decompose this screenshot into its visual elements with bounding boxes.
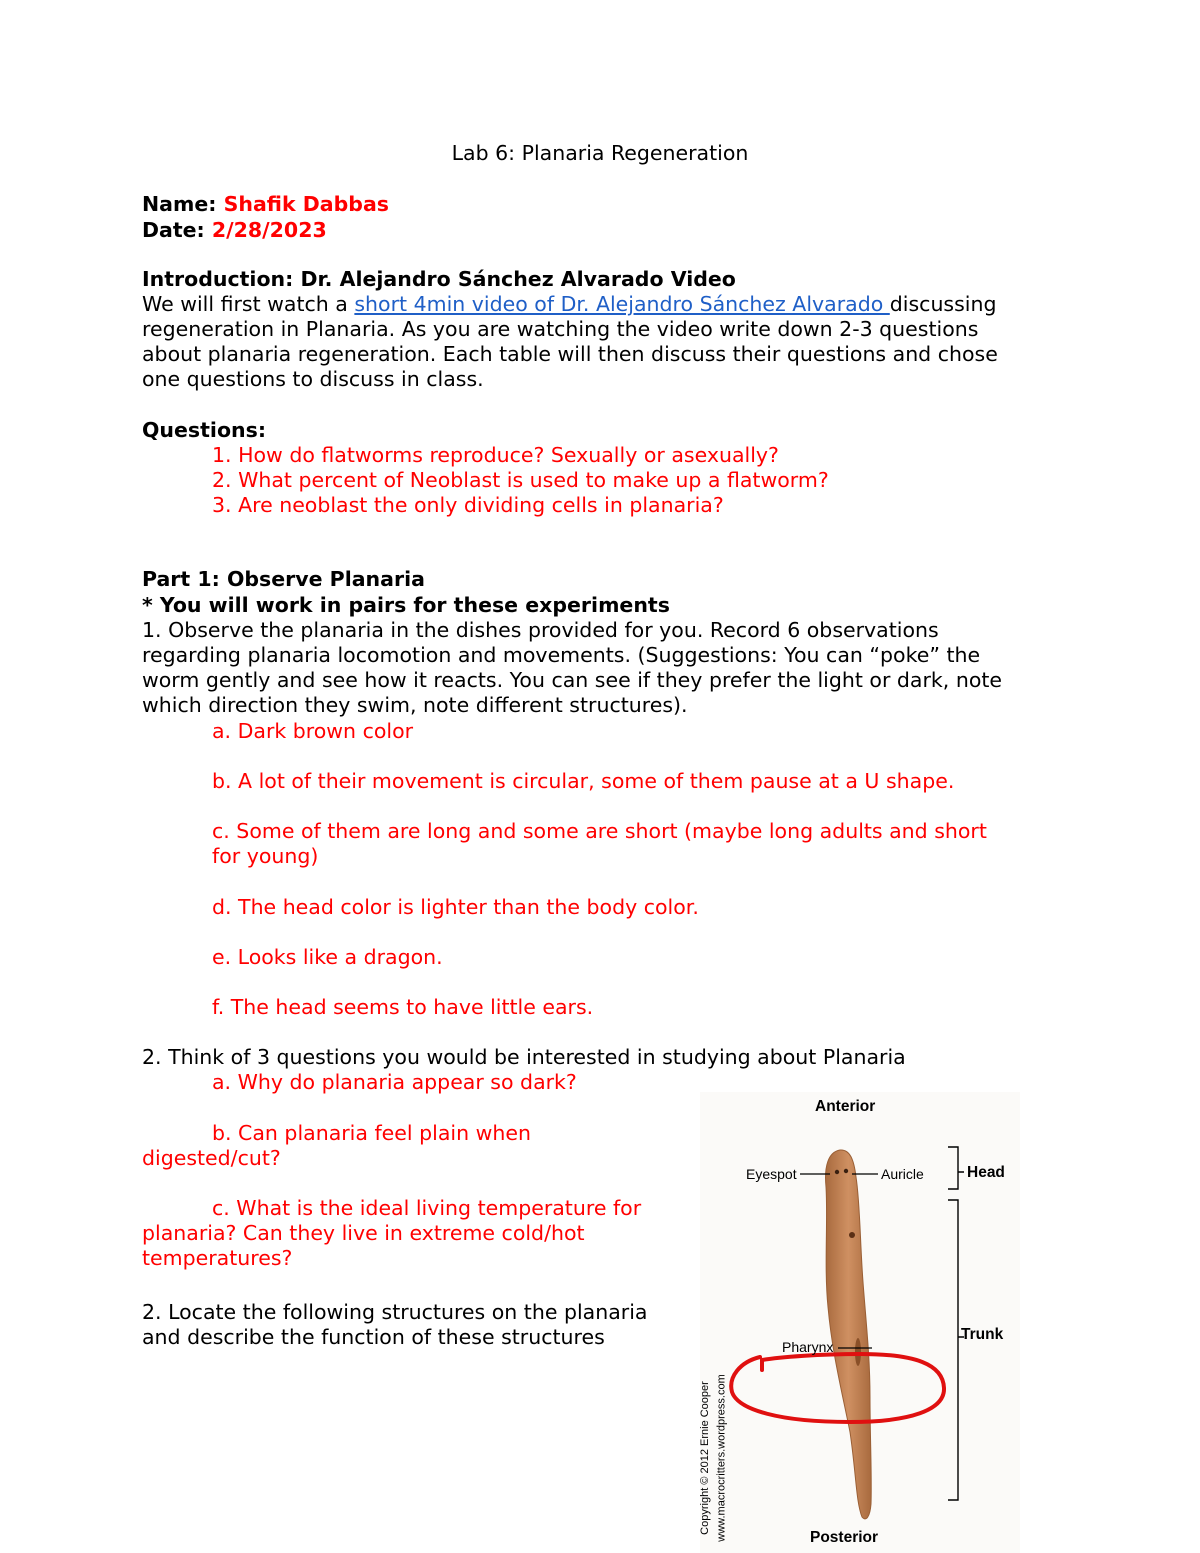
date-row (142, 218, 327, 243)
name-value: Shafik Dabbas (223, 192, 389, 216)
intro-line-2: regeneration in Planaria. As you are watching the video write down 2-3 questions (142, 317, 979, 341)
part1-heading: Part 1: Observe Planaria (142, 567, 425, 591)
observation-c-cont: for young) (212, 844, 319, 868)
name-row (142, 192, 389, 217)
eyespot-label: Eyespot (746, 1166, 797, 1182)
pharynx-mark (855, 1338, 861, 1366)
copyright-line-1: Copyright © 2012 Ernie Cooper (698, 1381, 711, 1535)
intro-line-4: one questions to discuss in class. (142, 367, 484, 391)
intro-line-1 (142, 292, 997, 317)
planaria-diagram-svg (700, 1092, 1020, 1553)
study-question-a: a. Why do planaria appear so dark? (212, 1070, 577, 1094)
date-value: 2/28/2023 (211, 218, 327, 242)
intro-line-3: about planaria regeneration. Each table will then discuss their questions and chose (142, 342, 998, 366)
observation-d: d. The head color is lighter than the body color. (212, 895, 699, 919)
observation-a: a. Dark brown color (212, 719, 414, 743)
page-title: Lab 6: Planaria Regeneration (451, 141, 749, 165)
head-label: Head (967, 1164, 1005, 1181)
study-question-c: c. What is the ideal living temperature for (212, 1196, 642, 1220)
step1-line: worm gently and see how it reacts. You can see if they prefer the light or dark, note (142, 668, 1003, 692)
step3-line: 2. Locate the following structures on the planaria (142, 1300, 648, 1324)
body-spot (849, 1232, 855, 1238)
question-item: 1. How do flatworms reproduce? Sexually or asexually? (212, 443, 779, 467)
step3-line: and describe the function of these structures (142, 1325, 605, 1349)
pairs-note: * You will work in pairs for these experiments (142, 593, 670, 617)
step1-line: 1. Observe the planaria in the dishes provided for you. Record 6 observations (142, 618, 939, 642)
video-link[interactable]: short 4min video of Dr. Alejandro Sánchez Alvarado (354, 292, 890, 316)
step2: 2. Think of 3 questions you would be interested in studying about Planaria (142, 1045, 906, 1069)
eyespot-right (844, 1169, 848, 1173)
observation-f: f. The head seems to have little ears. (212, 995, 594, 1019)
questions-heading: Questions: (142, 418, 267, 442)
observation-e: e. Looks like a dragon. (212, 945, 443, 969)
step1-line: regarding planaria locomotion and movements. (Suggestions: You can “poke” the (142, 643, 981, 667)
copyright-line-2: www.macrocritters.wordpress.com (715, 1374, 728, 1542)
pharynx-label: Pharynx (782, 1339, 834, 1355)
planaria-diagram (700, 1092, 1020, 1553)
study-question-b-cont: digested/cut? (142, 1146, 281, 1170)
study-question-c-cont: temperatures? (142, 1246, 293, 1270)
observation-c: c. Some of them are long and some are short (maybe long adults and short (212, 819, 987, 843)
study-question-b: b. Can planaria feel plain when (212, 1121, 531, 1145)
intro-heading: Introduction: Dr. Alejandro Sánchez Alvarado Video (142, 267, 736, 291)
auricle-label: Auricle (881, 1166, 924, 1182)
eyespot-left (835, 1170, 839, 1174)
observation-b: b. A lot of their movement is circular, some of them pause at a U shape. (212, 769, 955, 793)
date-label: Date: (142, 218, 205, 242)
anterior-label: Anterior (815, 1098, 876, 1115)
study-question-c-cont: planaria? Can they live in extreme cold/hot (142, 1221, 585, 1245)
intro-text: We will first watch a (142, 292, 355, 316)
question-item: 2. What percent of Neoblast is used to make up a flatworm? (212, 468, 829, 492)
trunk-label: Trunk (961, 1326, 1004, 1343)
step1-line: which direction they swim, note different structures). (142, 693, 688, 717)
intro-text: discussing (889, 292, 997, 316)
name-label: Name: (142, 192, 217, 216)
question-item: 3. Are neoblast the only dividing cells in planaria? (212, 493, 724, 517)
posterior-label: Posterior (810, 1529, 879, 1546)
